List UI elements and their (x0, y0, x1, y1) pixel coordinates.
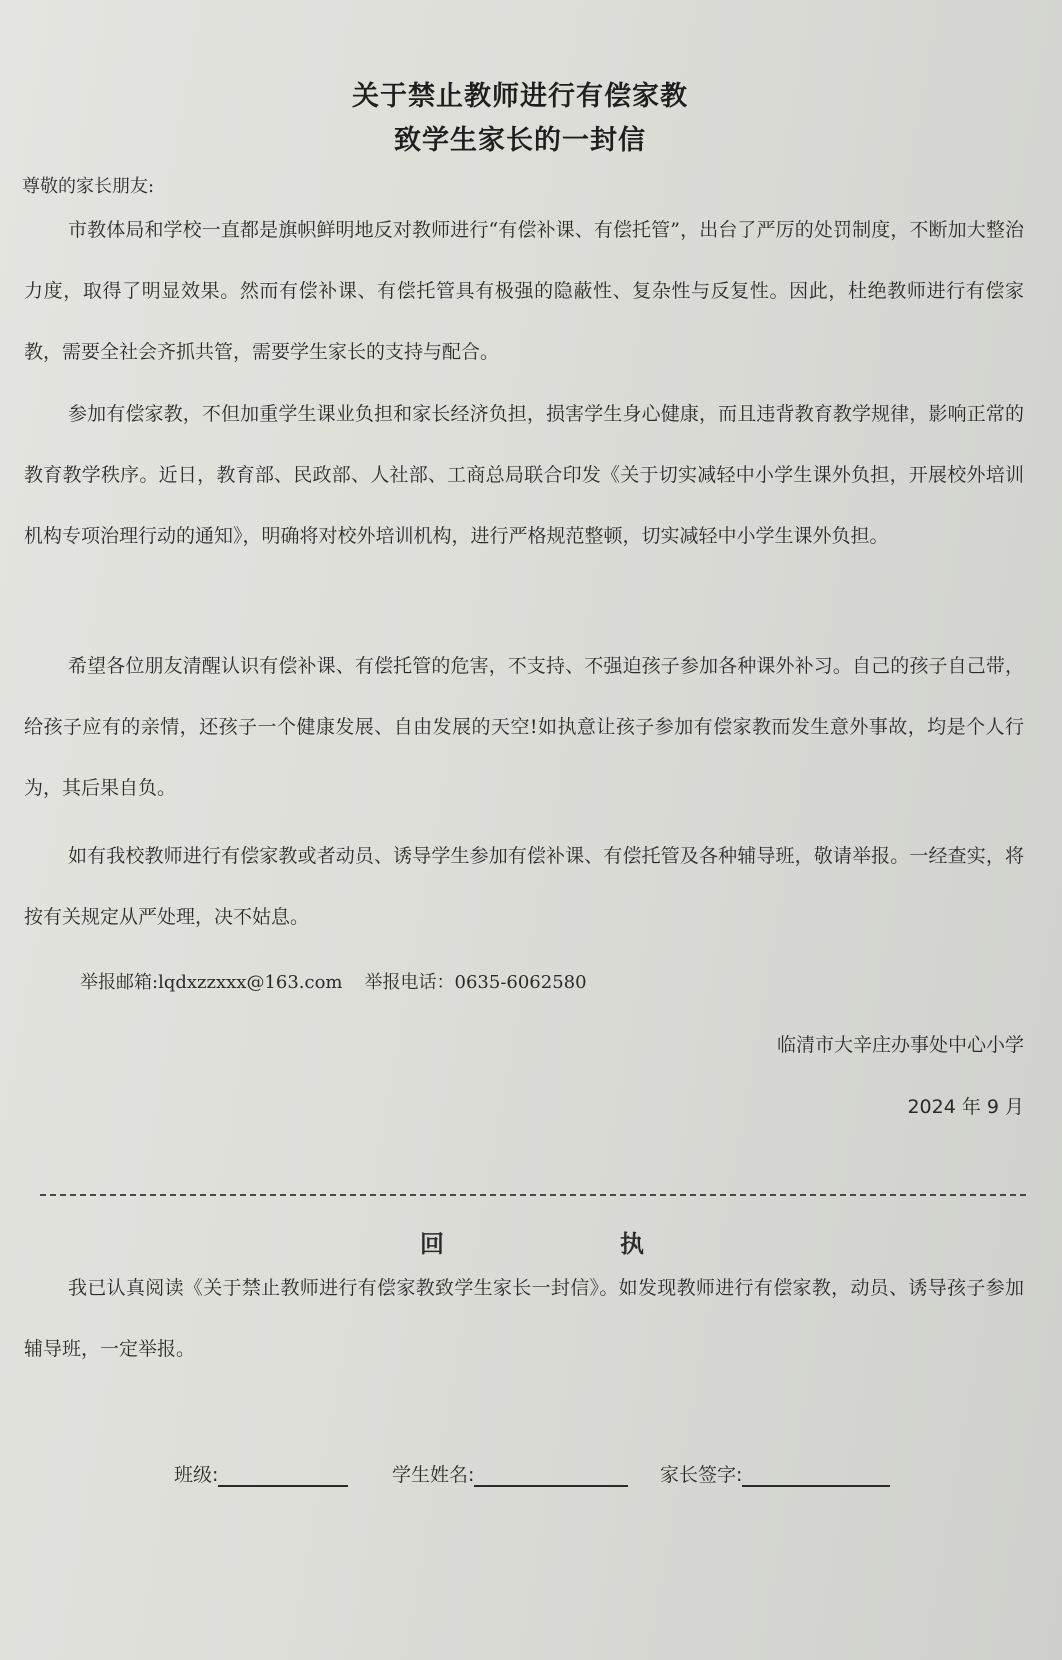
salutation: 尊敬的家长朋友: (22, 176, 155, 197)
paragraph-3: 希望各位朋友清醒认识有偿补课、有偿托管的危害，不支持、不强迫孩子参加各种课外补习。自己的孩子自己带，给孩子应有的亲情，还孩子一个健康发展、自由发展的天空!如执意让孩子参加有偿家教而发生意外事故，均是个人行为，其后果自负。 (24, 655, 1024, 799)
class-blank[interactable] (218, 1465, 348, 1487)
issuing-organization: 临清市大辛庄办事处中心小学 (776, 1034, 1024, 1056)
paragraph-1: 市教体局和学校一直都是旗帜鲜明地反对教师进行“有偿补课、有偿托管”，出台了严厉的处罚制度，不断加大整治力度，取得了明显效果。然而有偿补课、有偿托管具有极强的隐蔽性、复杂性与反复性。因此，杜绝教师进行有偿家教，需要全社会齐抓共管，需要学生家长的支持与配合。 (24, 219, 1024, 363)
report-contact (80, 968, 587, 994)
parent-signature-field (660, 1460, 890, 1487)
report-phone: 举报电话：0635-6062580 (364, 972, 587, 993)
paragraph-4: 如有我校教师进行有偿家教或者动员、诱导学生参加有偿补课、有偿托管及各种辅导班，敬请举报。一经查实，将按有关规定从严处理，决不姑息。 (24, 845, 1024, 928)
report-email: 举报邮箱:lqdxzzxxx@163.com (80, 972, 343, 993)
receipt-text: 我已认真阅读《关于禁止教师进行有偿家教致学生家长一封信》。如发现教师进行有偿家教，动员、诱导孩子参加辅导班，一定举报。 (24, 1277, 1024, 1360)
parent-signature-label: 家长签字: (660, 1464, 743, 1486)
class-label: 班级: (174, 1464, 219, 1486)
cut-line-divider (40, 1194, 1026, 1196)
student-name-field (392, 1460, 628, 1487)
class-field (174, 1460, 348, 1487)
letter-title-line2: 致学生家长的一封信 (394, 125, 646, 156)
student-name-blank[interactable] (474, 1465, 628, 1487)
parent-signature-blank[interactable] (742, 1465, 890, 1487)
receipt-title-char-2: 执 (620, 1230, 644, 1258)
letter-title-line1: 关于禁止教师进行有偿家教 (352, 81, 688, 112)
issue-date: 2024 年 9 月 (907, 1096, 1024, 1118)
paragraph-2: 参加有偿家教，不但加重学生课业负担和家长经济负担，损害学生身心健康，而且违背教育教学规律，影响正常的教育教学秩序。近日，教育部、民政部、人社部、工商总局联合印发《关于切实减轻中小学生课外负担，开展校外培训机构专项治理行动的通知》，明确将对校外培训机构，进行严格规范整顿，切实减轻中小学生课外负担。 (24, 403, 1024, 547)
student-name-label: 学生姓名: (392, 1464, 475, 1486)
receipt-title-char-1: 回 (420, 1230, 444, 1258)
